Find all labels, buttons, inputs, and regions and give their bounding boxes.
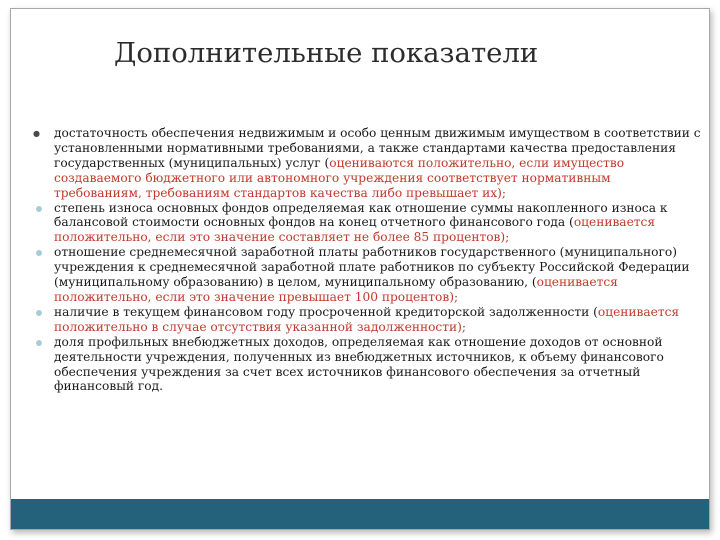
footer-bar: [11, 499, 709, 529]
item-highlight: оценивается положительно в случае отсутствия указанной задолженности);: [54, 304, 680, 334]
list-item: [33, 305, 701, 335]
list-item: [33, 201, 701, 246]
list-item: [33, 335, 701, 395]
item-text: достаточность обеспечения недвижимым и особо ценным движимым имуществом в соответствии с установленными нормативными требованиями, а также стандартами качества предоставления государственных (муниципальных) услуг (: [54, 126, 701, 170]
item-highlight: оценивается положительно, если это значение превышает 100 процентов);: [54, 275, 618, 304]
item-text: степень износа основных фондов определяемая как отношение суммы накопленного износа к балансовой стоимости основных фондов на конец отчетного финансового года (: [54, 200, 668, 230]
item-text: доля профильных внебюджетных доходов, определяемая как отношение доходов от основной деятельности учреждения, полученных из внебюджетных источников, к объему финансового обеспечения учреждения за счет всех источников финансового обеспечения за отчетный финансовый год.: [54, 334, 664, 394]
slide-title: Дополнительные показатели: [114, 37, 539, 69]
bullet-dot-icon: [36, 340, 42, 346]
list-item: [33, 126, 701, 201]
bullet-dot-icon: [36, 206, 42, 212]
slide: [10, 8, 710, 530]
bullet-dot-icon: ●: [33, 129, 40, 138]
item-highlight: оценивается положительно, если это значение составляет не более 85 процентов);: [54, 215, 656, 245]
item-highlight: оцениваются положительно, если имущество создаваемого бюджетного или автономного учреждения соответствует нормативным требованиям, требованиям стандартов качества либо превышает их);: [54, 155, 625, 200]
bullet-list: [33, 126, 701, 394]
bullet-dot-icon: [36, 310, 42, 316]
list-item: [33, 245, 701, 305]
item-text: отношение среднемесячной заработной платы работников государственного (муниципального) учреждения к среднемесячной заработной плате работников по субъекту Российской Федерации (муниципальному образованию) в целом, муниципальному образованию, (: [54, 245, 690, 290]
item-text: наличие в текущем финансовом году просроченной кредиторской задолженности (: [54, 304, 598, 319]
bullet-dot-icon: [36, 250, 42, 256]
